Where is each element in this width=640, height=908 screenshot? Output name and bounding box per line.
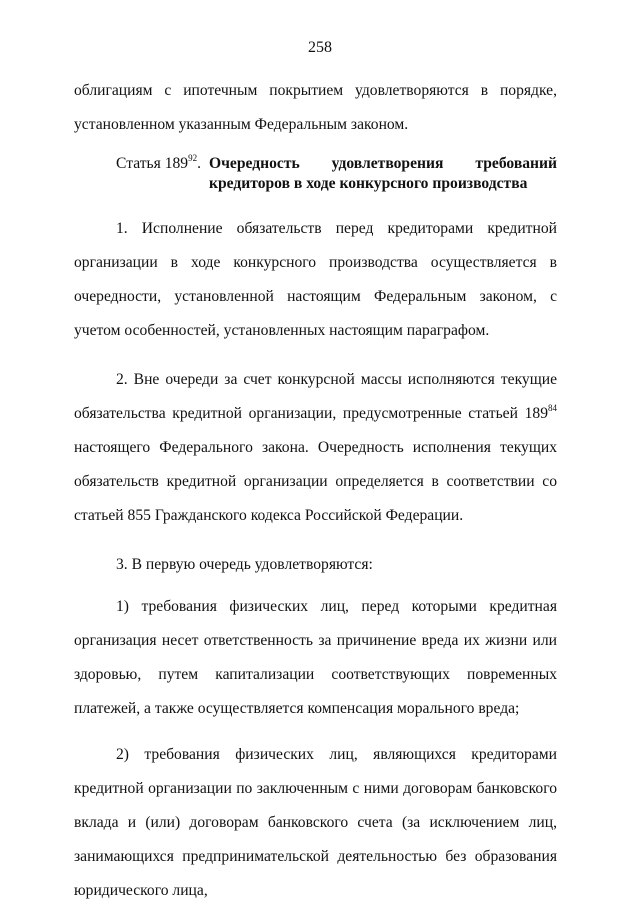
article-title-line-2: кредиторов в ходе конкурсного производства [209,175,528,192]
list-item-1: 1) требования физических лиц, перед которыми кредитная организация несет ответственность за причинение вреда их жизни или здоровью, путем капитализации соответствующих повременных платежей, а также осуществляется компенсация морального вреда; [74,598,557,717]
list-item-2: 2) требования физических лиц, являющихся кредиторами кредитной организации по заключенным с ними договорам банковского вклада и (или) договорам банковского счета (за исключением лиц, занимающихся предпринимательской деятельностью без образования юридического лица, [74,746,557,899]
article-heading [74,154,557,194]
page-number: 258 [308,39,332,56]
paragraph-1: 1. Исполнение обязательств перед кредиторами кредитной организации в ходе конкурсного производства осуществляется в очередности, установленной настоящим Федеральным законом, с учетом особенностей, установленных настоящим параграфом. [74,220,557,339]
paragraph-2: 2. Вне очереди за счет конкурсной массы исполняются текущие обязательства кредитной организации, предусмотренные статьей $189^{84}$ настоящего Федерального закона. Очередность исполнения текущих обязательств кредитной организации определяется в соответствии со статьей 855 Гражданского кодекса Российской Федерации. [74,371,557,524]
article-title [209,154,557,194]
paragraph-3: 3. В первую очередь удовлетворяются: [116,556,373,573]
article-title-line-1: Очередность удовлетворения требований [209,155,557,172]
article-label: Статья $189^{92}$. [116,152,202,172]
intro-paragraph: облигациям с ипотечным покрытием удовлетворяются в порядке, установленном указанным Федеральным законом. [74,82,557,133]
document-body [74,74,557,908]
